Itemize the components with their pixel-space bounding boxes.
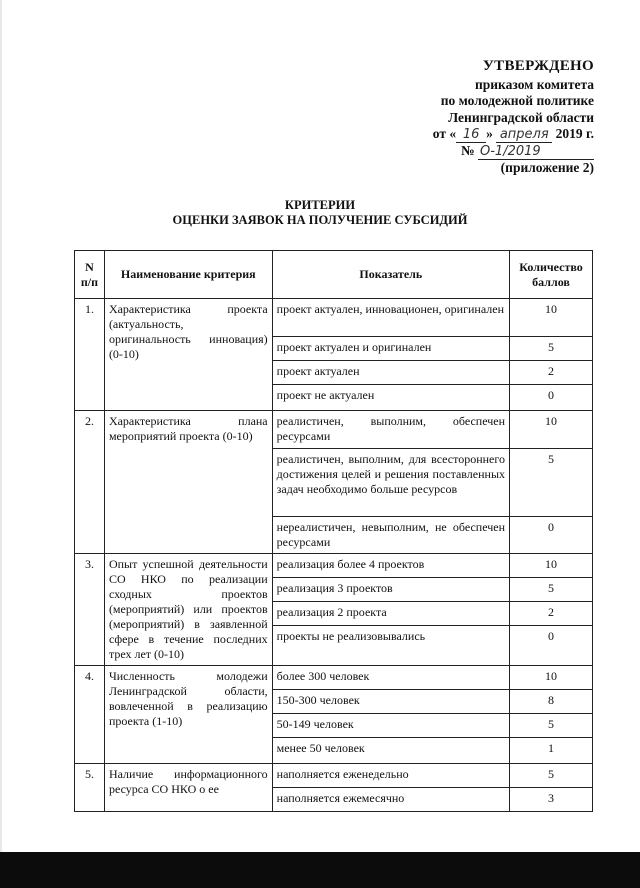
indicator-cell: более 300 человек xyxy=(272,666,509,690)
indicator-cell: 50-149 человек xyxy=(272,714,509,738)
points-cell: 10 xyxy=(510,299,593,337)
points-cell: 5 xyxy=(510,449,593,517)
header-points: Количество баллов xyxy=(510,251,593,299)
criterion-num: 1. xyxy=(75,299,105,411)
points-cell: 5 xyxy=(510,714,593,738)
points-cell: 0 xyxy=(510,626,593,666)
indicator-cell: реализация 2 проекта xyxy=(272,602,509,626)
points-cell: 2 xyxy=(510,602,593,626)
points-cell: 10 xyxy=(510,411,593,449)
indicator-cell: проект актуален, инновационен, оригинален xyxy=(272,299,509,337)
document-heading xyxy=(0,198,640,228)
table-row xyxy=(75,411,593,449)
points-cell: 0 xyxy=(510,385,593,411)
scan-edge xyxy=(0,0,2,888)
indicator-cell: проекты не реализовывались xyxy=(272,626,509,666)
criterion-name: Характеристика плана мероприятий проекта (0-10) xyxy=(104,411,272,554)
approval-line: по молодежной политике xyxy=(440,93,594,108)
heading-subtitle: ОЦЕНКИ ЗАЯВОК НА ПОЛУЧЕНИЕ СУБСИДИЙ xyxy=(172,213,468,227)
header-indicator: Показатель xyxy=(272,251,509,299)
approval-line: приказом комитета xyxy=(474,76,594,92)
table-row xyxy=(75,666,593,690)
indicator-cell: проект актуален xyxy=(272,361,509,385)
indicator-cell: 150-300 человек xyxy=(272,690,509,714)
criterion-num: 2. xyxy=(75,411,105,554)
points-cell: 5 xyxy=(510,578,593,602)
approval-number: № О-1/2019 xyxy=(433,143,594,160)
handwritten-month: апреля xyxy=(496,128,552,143)
points-cell: 5 xyxy=(510,337,593,361)
heading-title: КРИТЕРИИ xyxy=(284,198,356,212)
points-cell: 5 xyxy=(510,764,593,788)
indicator-cell: реалистичен, выполним, обеспечен ресурсами xyxy=(272,411,509,449)
indicator-cell: менее 50 человек xyxy=(272,738,509,764)
table-row xyxy=(75,554,593,578)
criterion-num: 3. xyxy=(75,554,105,666)
table-row xyxy=(75,764,593,788)
indicator-cell: нереалистичен, невыполним, не обеспечен ресурсами xyxy=(272,517,509,554)
points-cell: 0 xyxy=(510,517,593,554)
points-cell: 2 xyxy=(510,361,593,385)
criteria-table xyxy=(74,250,593,812)
criterion-name: Численность молодежи Ленинградской области, вовлеченной в реализацию проекта (1-10) xyxy=(104,666,272,764)
indicator-cell: наполняется ежемесячно xyxy=(272,788,509,812)
approval-appendix: (приложение 2) xyxy=(500,160,594,175)
points-cell: 10 xyxy=(510,554,593,578)
criterion-name: Наличие информационного ресурса СО НКО о ее xyxy=(104,764,272,812)
criterion-num: 5. xyxy=(75,764,105,812)
approval-line: Ленинградской области xyxy=(448,109,594,125)
points-cell: 10 xyxy=(510,666,593,690)
indicator-cell: реализация 3 проектов xyxy=(272,578,509,602)
handwritten-number: О-1/2019 xyxy=(478,145,594,160)
approval-date: от « 16 » апреля 2019 г. xyxy=(432,126,594,142)
criterion-name: Опыт успешной деятельности СО НКО по реализации сходных проектов (мероприятий) или проектов (мероприятий) в заявленной сфере в течение последних трех лет (0-10) xyxy=(104,554,272,666)
criterion-name: Характеристика проекта (актуальность, оригинальность инновация) (0-10) xyxy=(104,299,272,411)
points-cell: 1 xyxy=(510,738,593,764)
table-header-row xyxy=(75,251,593,299)
criterion-num: 4. xyxy=(75,666,105,764)
table-row xyxy=(75,299,593,337)
header-name: Наименование критерия xyxy=(104,251,272,299)
indicator-cell: реалистичен, выполним, для всестороннего достижения целей и решения поставленных задач необходимо больше ресурсов xyxy=(272,449,509,517)
indicator-cell: реализация более 4 проектов xyxy=(272,554,509,578)
indicator-cell: проект актуален и оригинален xyxy=(272,337,509,361)
indicator-cell: проект не актуален xyxy=(272,385,509,411)
approval-title: УТВЕРЖДЕНО xyxy=(482,58,594,74)
handwritten-day: 16 xyxy=(456,128,486,143)
approval-stamp-block xyxy=(433,58,594,177)
header-num: N п/п xyxy=(75,251,105,299)
indicator-cell: наполняется еженедельно xyxy=(272,764,509,788)
points-cell: 8 xyxy=(510,690,593,714)
scan-bottom-border xyxy=(0,852,640,888)
points-cell: 3 xyxy=(510,788,593,812)
